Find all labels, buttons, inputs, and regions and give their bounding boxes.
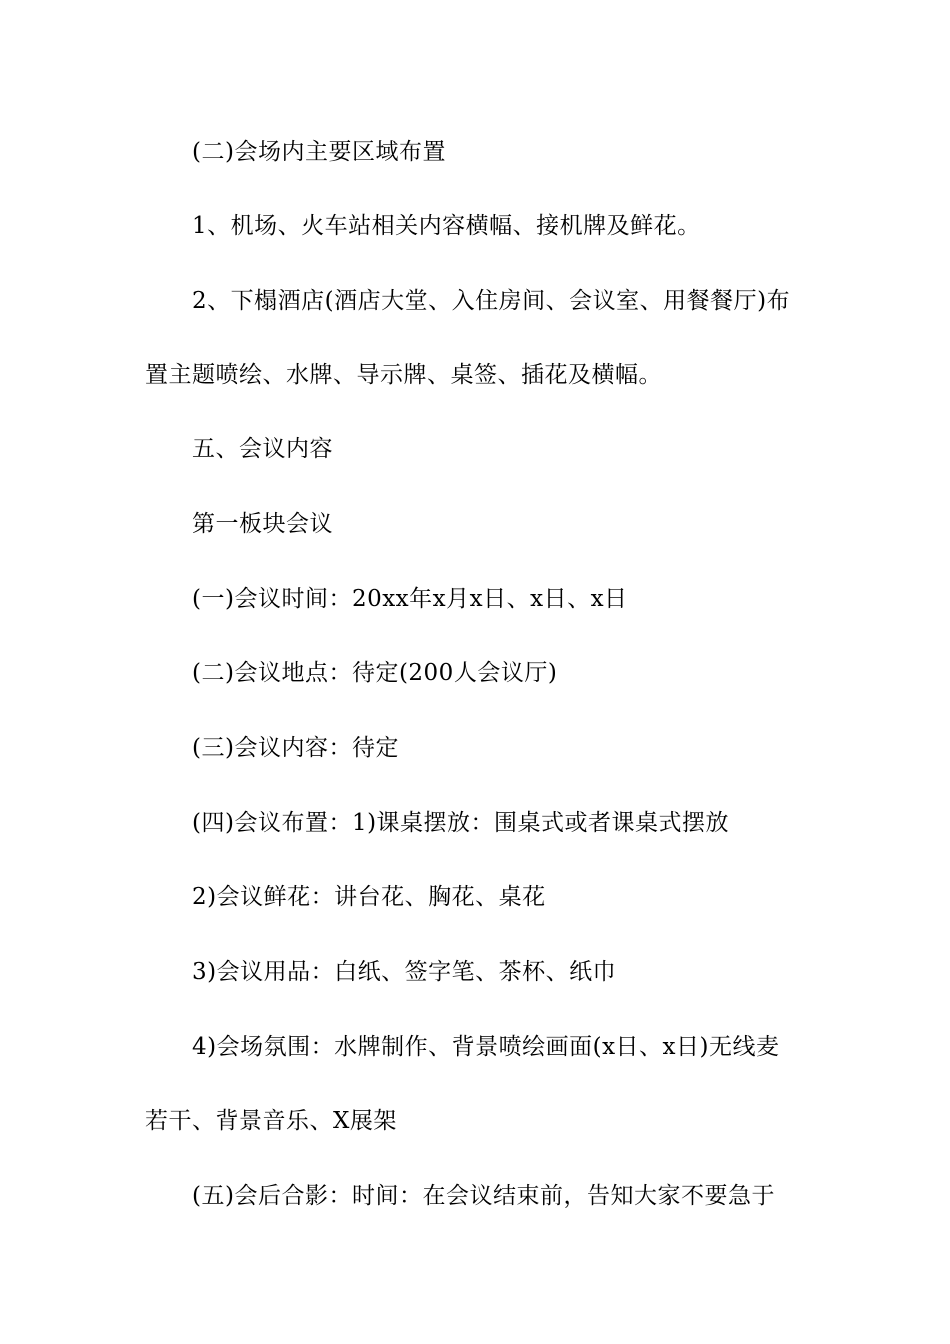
paragraph-hotel-layout-continued: 置主题喷绘、水牌、导示牌、桌签、插花及横幅。: [145, 362, 662, 388]
section-heading-meeting-content: 五、会议内容: [192, 436, 333, 462]
subheading-first-session: 第一板块会议: [192, 511, 333, 537]
paragraph-venue-atmosphere: 4)会场氛围：水牌制作、背景喷绘画面(x日、x日)无线麦: [192, 1034, 780, 1060]
paragraph-meeting-time: (一)会议时间：20xx年x月x日、x日、x日: [192, 586, 628, 612]
paragraph-meeting-location: (二)会议地点：待定(200人会议厅): [192, 660, 558, 686]
paragraph-group-photo: (五)会后合影：时间：在会议结束前，告知大家不要急于: [192, 1183, 775, 1209]
paragraph-venue-atmosphere-continued: 若干、背景音乐、X展架: [145, 1108, 397, 1134]
paragraph-airport-station: 1、机场、火车站相关内容横幅、接机牌及鲜花。: [192, 213, 701, 239]
paragraph-meeting-supplies: 3)会议用品：白纸、签字笔、茶杯、纸巾: [192, 959, 617, 985]
paragraph-meeting-flowers: 2)会议鲜花：讲台花、胸花、桌花: [192, 884, 546, 910]
paragraph-meeting-content: (三)会议内容：待定: [192, 735, 399, 761]
section-heading-venue-layout: (二)会场内主要区域布置: [192, 139, 446, 165]
paragraph-meeting-arrangement: (四)会议布置：1)课桌摆放：围桌式或者课桌式摆放: [192, 810, 730, 836]
paragraph-hotel-layout: 2、下榻酒店(酒店大堂、入住房间、会议室、用餐餐厅)布: [192, 288, 791, 314]
